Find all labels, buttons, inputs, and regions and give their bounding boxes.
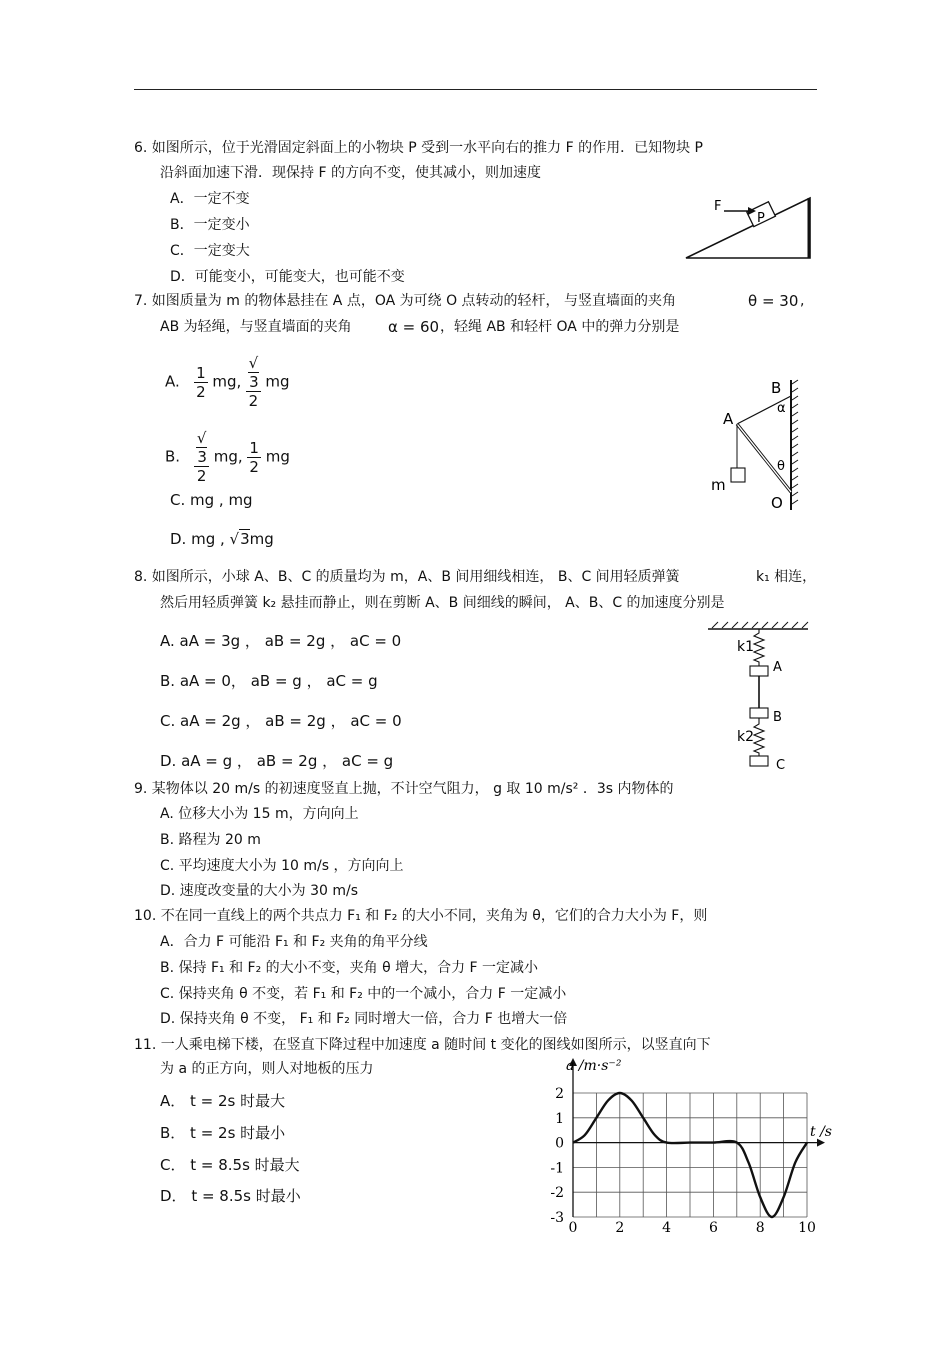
q7-label-alpha: α: [777, 401, 786, 416]
q8-line2: 然后用轻质弹簧 k₂ 悬挂而静止，则在剪断 A、B 间细线的瞬间， A、B、C 的加速度分别是: [160, 595, 725, 611]
q8-k1: k₁ 相连，: [756, 569, 817, 585]
q10-option-d: D. 保持夹角 θ 不变， F₁ 和 F₂ 同时增大一倍，合力 F 也增大一倍: [160, 1011, 568, 1027]
y-tick-label: 1: [555, 1110, 564, 1127]
chart-grid: [573, 1093, 807, 1217]
q6-option-a: A．一定不变: [170, 191, 250, 207]
q11-option-d: D． t = 8.5s 时最小: [160, 1187, 301, 1205]
q7-comma: ,: [800, 293, 805, 309]
q7-label-b: B: [771, 379, 782, 397]
q10-option-b: B. 保持 F₁ 和 F₂ 的大小不变，夹角 θ 增大，合力 F 一定减小: [160, 960, 539, 976]
q6-line2: 沿斜面加速下滑．现保持 F 的方向不变，使其减小，则加速度: [160, 165, 541, 181]
q8-label-k2: k2: [737, 729, 755, 745]
q9-option-a: A. 位移大小为 15 m，方向向上: [160, 806, 359, 822]
q11-option-a: A． t = 2s 时最大: [160, 1092, 286, 1110]
x-tick-label: 8: [755, 1220, 765, 1236]
q8-label-c: C: [776, 758, 786, 772]
q9-option-d: D. 速度改变量的大小为 30 m/s: [160, 883, 359, 899]
q7-option-a: A. $\frac{1}{2}$ mg, √ 3 2 mg: [165, 354, 290, 410]
x-tick-label: 6: [708, 1220, 718, 1236]
q7-label-a: A: [723, 410, 734, 428]
x-tick-label: 4: [662, 1220, 672, 1236]
q6-option-b: B．一定变小: [170, 217, 250, 233]
q8-line1: 8. 如图所示，小球 A、B、C 的质量均为 m，A、B 间用细线相连， B、C 间用轻质弹簧: [134, 569, 680, 585]
x-tick-label: 0: [568, 1220, 578, 1236]
q8-spring-figure: [706, 620, 810, 772]
q6-option-c: C．一定变大: [170, 243, 250, 259]
q8-option-c: C. aA = 2g ， aB = 2g ， aC = 0: [160, 712, 402, 730]
x-tick-label: 2: [615, 1220, 625, 1236]
q6-block-label: P: [757, 211, 765, 226]
q11-option-c: C． t = 8.5s 时最大: [160, 1156, 300, 1174]
q11-line1: 11. 一人乘电梯下楼，在竖直下降过程中加速度 a 随时间 t 变化的图线如图所示，以竖直向下: [134, 1037, 711, 1053]
q8-label-a: A: [773, 660, 782, 675]
q10-line1: 10. 不在同一直线上的两个共点力 F₁ 和 F₂ 的大小不同，夹角为 θ，它们的合力大小为 F，则: [134, 908, 708, 924]
y-tick-label: -1: [550, 1160, 564, 1177]
q8-option-b: B. aA = 0， aB = g ， aC = g: [160, 672, 378, 690]
q7-label-theta: θ: [777, 459, 785, 474]
x-tick-label: 10: [798, 1220, 816, 1236]
y-tick-label: 0: [555, 1135, 564, 1152]
q6-force-label: F: [714, 199, 722, 214]
q7-option-b: B. √ 3 2 mg, $\frac{1}{2}$ mg: [165, 429, 290, 485]
q10-option-c: C. 保持夹角 θ 不变，若 F₁ 和 F₂ 中的一个减小，合力 F 一定减小: [160, 986, 567, 1002]
q9-option-b: B. 路程为 20 m: [160, 832, 261, 848]
q7-theta: θ = 30: [748, 292, 799, 310]
q8-label-b: B: [773, 710, 782, 725]
header-rule: [134, 89, 817, 90]
q9-line1: 9. 某物体以 20 m/s 的初速度竖直上抛，不计空气阻力， g 取 10 m/s² ．3s 内物体的: [134, 781, 674, 797]
q7-line2-b: ，轻绳 AB 和轻杆 OA 中的弹力分别是: [440, 319, 680, 335]
q7-line1: 7. 如图质量为 m 的物体悬挂在 A 点，OA 为可绕 O 点转动的轻杆， 与竖直墙面的夹角: [134, 293, 676, 309]
chart-xlabel: t /s: [810, 1124, 832, 1140]
q8-option-a: A. aA = 3g ， aB = 2g ， aC = 0: [160, 632, 402, 650]
q6-incline-figure: [680, 192, 820, 264]
y-tick-label: -2: [550, 1185, 564, 1202]
q10-option-a: A．合力 F 可能沿 F₁ 和 F₂ 夹角的角平分线: [160, 934, 428, 950]
q9-option-c: C. 平均速度大小为 10 m/s ，方向向上: [160, 858, 404, 874]
q7-label-m: m: [711, 476, 726, 494]
q11-acceleration-chart: [540, 1050, 840, 1240]
y-tick-label: 2: [555, 1086, 564, 1102]
q7-option-c: C. mg , mg: [170, 491, 253, 509]
q8-label-k1: k1: [737, 639, 755, 655]
q8-option-d: D. aA = g ， aB = 2g ， aC = g: [160, 752, 394, 770]
q7-line2-a: AB 为轻绳，与竖直墙面的夹角: [160, 319, 352, 335]
q7-option-d: D. mg , √3mg: [170, 530, 274, 548]
chart-ylabel: a /m·s⁻²: [566, 1058, 622, 1074]
y-tick-label: -3: [550, 1210, 564, 1226]
chart-axes: [569, 1058, 825, 1217]
q11-line2: 为 a 的正方向，则人对地板的压力: [160, 1061, 374, 1077]
q6-option-d: D．可能变小，可能变大，也可能不变: [170, 269, 405, 285]
q7-label-o: O: [771, 494, 783, 512]
q7-alpha: α = 60: [388, 318, 440, 336]
q7-hanging-figure: [705, 374, 805, 514]
q6-line1: 6. 如图所示，位于光滑固定斜面上的小物块 P 受到一水平向右的推力 F 的作用．已知物块 P: [134, 140, 703, 156]
q11-option-b: B． t = 2s 时最小: [160, 1124, 286, 1142]
